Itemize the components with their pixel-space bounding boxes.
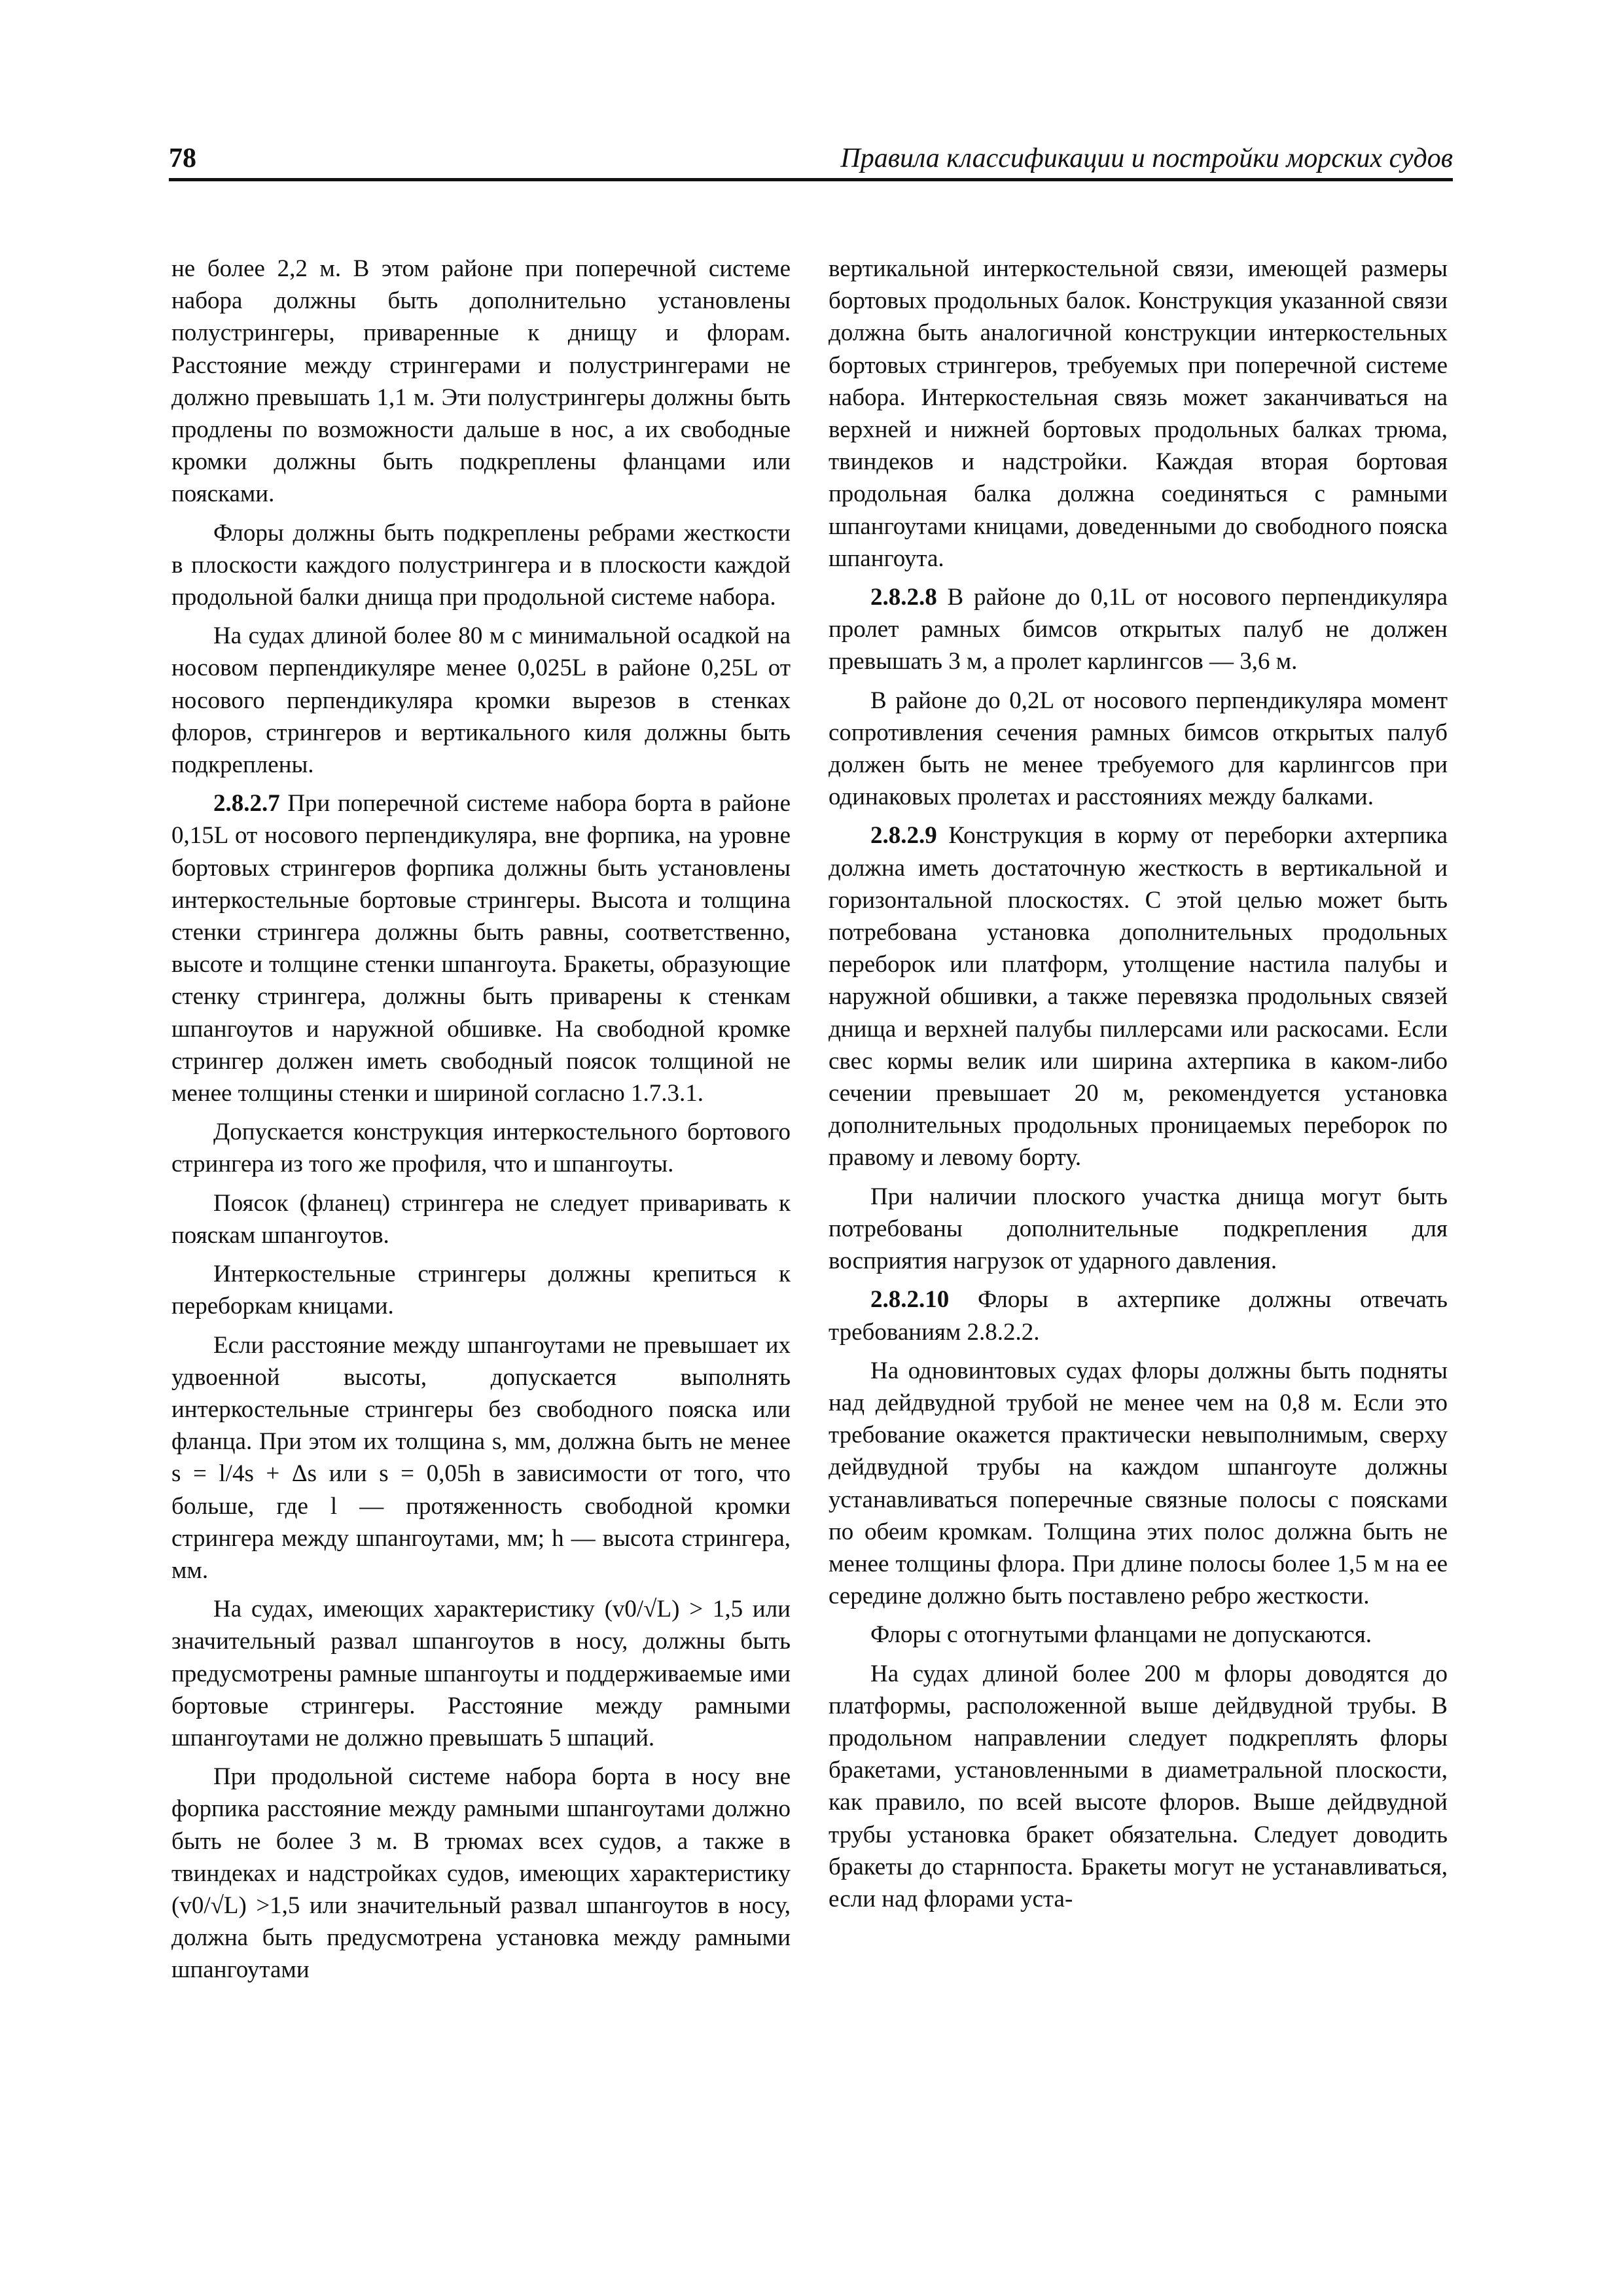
paragraph-text: В районе до 0,1L от носового перпендикуляра пролет рамных бимсов открытых палуб не должен превышать 3 м, а пролет карлингсов — 3,6 м. [829,584,1448,675]
paragraph [829,1355,1448,1613]
paragraph [829,1181,1448,1278]
paragraph-text: Флоры с отогнутыми фланцами не допускаются. [870,1621,1372,1649]
paragraph-text: Конструкция в корму от переборки ахтерпика должна иметь достаточную жесткость в вертикальной и горизонтальной плоскостях. С этой целью может быть потребована установка дополнительных продольных переборок или платформ, утолщение настила палубы и наружной обшивки, а также перевязка продольных связей днища и верхней палубы пиллерсами или раскосами. Если свес кормы велик или ширина ахтерпика в каком-либо сечении превышает 20 м, рекомендуется установка дополнительных продольных проницаемых переборок по правому и левому борту. [829,822,1448,1172]
paragraph-text: На судах, имеющих характеристику (v0/√L) > 1,5 или значительный развал шпангоутов в носу, должны быть предусмотрены рамные шпангоуты и поддерживаемые ими бортовые стрингеры. Расстояние между рамными шпангоутами не должно превышать 5 шпаций. [171,1596,791,1751]
paragraph-text: Флоры в ахтерпике должны отвечать требованиям 2.8.2.2. [829,1286,1448,1346]
paragraph-text: Флоры должны быть подкреплены ребрами жесткости в плоскости каждого полустрингера и в плоскости каждой продольной балки днища при продольной системе набора. [171,519,791,611]
section-number: 2.8.2.9 [870,822,937,850]
page-number: 78 [169,143,196,173]
paragraph [171,787,791,1109]
paragraph [171,1593,791,1754]
paragraph-text: вертикальной интеркостельной связи, имеющей размеры бортовых продольных балок. Конструкция указанной связи должна быть аналогичной конструкции интеркостельных бортовых стрингеров, требуемых при поперечной системе набора. Интеркостельная связь может заканчиваться на верхней и нижней бортовых продольных балках трюма, твиндеков и надстройки. Каждая вторая бортовая продольная балка должна соединяться с рамными шпангоутами кницами, доведенными до свободного пояска шпангоута. [829,255,1448,572]
paragraph [171,620,791,781]
paragraph-text: Поясок (фланец) стрингера не следует приваривать к пояскам шпангоутов. [171,1189,791,1249]
page-header [169,143,1453,181]
left-column [171,253,791,1993]
paragraph-text: На судах длиной более 80 м с минимальной осадкой на носовом перпендикуляре менее 0,025L в районе 0,25L от носового перпендикуляра кромки вырезов в стенках флоров, стрингеров и вертикального киля должны быть подкреплены. [171,622,791,779]
paragraph [829,1283,1448,1348]
paragraph-text: не более 2,2 м. В этом районе при поперечной системе набора должны быть дополнительно установлены полустрингеры, приваренные к днищу и флорам. Расстояние между стрингерами и полустрингерами не должно превышать 1,1 м. Эти полустрингеры должны быть продлены по возможности дальше в нос, а их свободные кромки должны быть подкреплены фланцами или поясками. [171,255,791,508]
paragraph [829,685,1448,814]
paragraph [171,1258,791,1322]
header-rule [169,178,1453,181]
paragraph [829,581,1448,678]
paragraph-text: При наличии плоского участка днища могут быть потребованы дополнительные подкрепления для восприятия нагрузок от ударного давления. [829,1183,1448,1275]
section-number: 2.8.2.7 [213,790,280,817]
paragraph-text: Если расстояние между шпангоутами не превышает их удвоенной высоты, допускается выполнять интеркостельные стрингеры без свободного пояска или фланца. При этом их толщина s, мм, должна быть не менее s = l/4s + Δs или s = 0,05h в зависимости от того, что больше, где l — протяженность свободной кромки стрингера между шпангоутами, мм; h — высота стрингера, мм. [171,1331,791,1584]
running-title: Правила классификации и постройки морских судов [840,143,1453,173]
paragraph [829,819,1448,1174]
paragraph-text: На судах длиной более 200 м флоры доводятся до платформы, расположенной выше дейдвудной трубы. В продольном направлении следует подкреплять флоры бракетами, установленными в диаметральной плоскости, как правило, по всей высоте флоров. Выше дейдвудной трубы установка бракет обязательна. Следует доводить бракеты до старнпоста. Бракеты могут не устанавливаться, если над флорами уста- [829,1660,1448,1912]
paragraph-text: На одновинтовых судах флоры должны быть подняты над дейдвудной трубой не менее чем на 0,8 м. Если это требование окажется практически невыполнимым, сверху дейдвудной трубы на каждом шпангоуте должны устанавливаться поперечные связные полосы с поясками по обеим кромкам. Толщина этих полос должна быть не менее толщины флора. При длине полосы более 1,5 м на ее середине должно быть поставлено ребро жесткости. [829,1357,1448,1610]
paragraph [171,253,791,511]
section-number: 2.8.2.8 [870,584,937,611]
paragraph-text: Интеркостельные стрингеры должны крепиться к переборкам кницами. [171,1261,791,1320]
paragraph [171,1187,791,1251]
paragraph-text: В районе до 0,2L от носового перпендикуляра момент сопротивления сечения рамных бимсов открытых палуб должен быть не менее требуемого для карлингсов при одинаковых пролетах и расстояниях между балками. [829,687,1448,811]
paragraph [171,1329,791,1587]
paragraph-text: Допускается конструкция интеркостельного бортового стрингера из того же профиля, что и шпангоуты. [171,1119,791,1178]
paragraph-text: При продольной системе набора борта в носу вне форпика расстояние между рамными шпангоутами должно быть не более 3 м. В трюмах всех судов, а также в твиндеках и надстройках судов, имеющих характеристику (v0/√L) >1,5 или значительный развал шпангоутов в носу, должна быть предусмотрена установка между рамными шпангоутами [171,1763,791,1984]
section-number: 2.8.2.10 [870,1286,950,1314]
paragraph-text: При поперечной системе набора борта в районе 0,15L от носового перпендикуляра, вне форпика, на уровне бортовых стрингеров форпика должны быть установлены интеркостельные бортовые стрингеры. Высота и толщина стенки стрингера должны быть равны, соответственно, высоте и толщине стенки шпангоута. Бракеты, образующие стенку стрингера, должны быть приварены к стенкам шпангоутов и наружной обшивке. На свободной кромке стрингер должен иметь свободный поясок толщиной не менее толщины стенки и шириной согласно 1.7.3.1. [171,790,791,1107]
paragraph [829,253,1448,575]
paragraph [829,1658,1448,1916]
paragraph [171,517,791,614]
paragraph [829,1619,1448,1651]
right-column [829,253,1448,1922]
paragraph [171,1116,791,1180]
paragraph [171,1761,791,1986]
